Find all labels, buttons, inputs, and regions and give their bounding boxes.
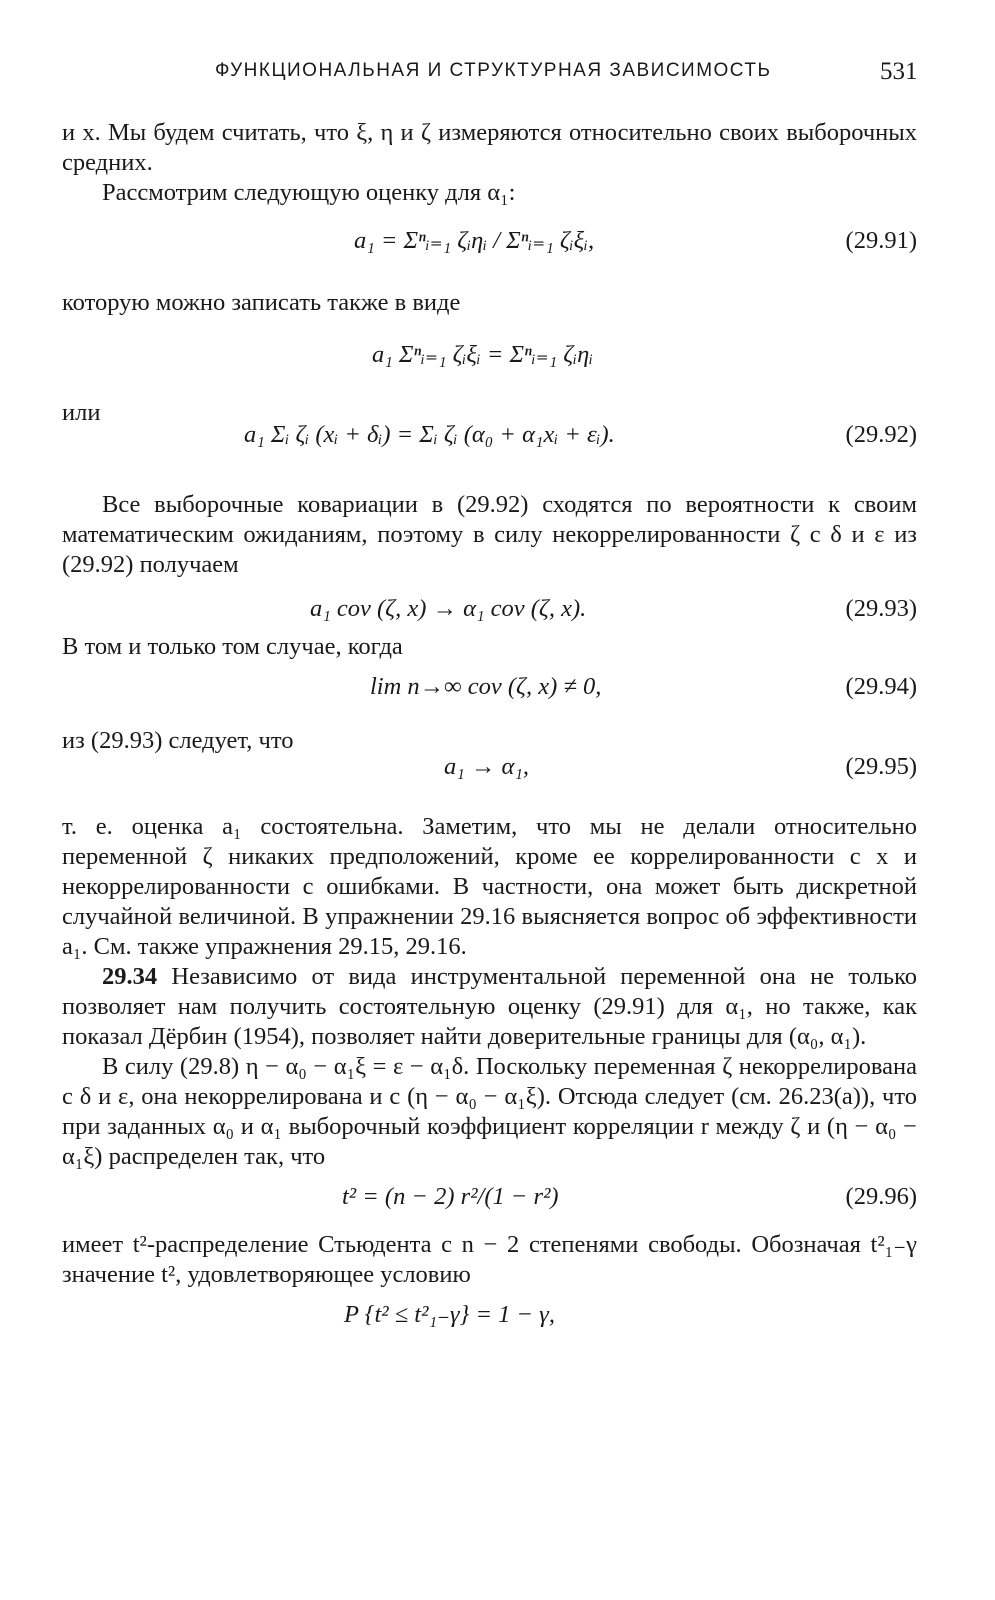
paragraph: В том и только том случае, когда	[62, 633, 403, 660]
equation-29-96	[62, 1178, 917, 1222]
equation-formula: lim n→∞ cov (ζ, x) ≠ 0,	[370, 673, 602, 700]
paragraph: т. е. оценка a₁ состоятельна. Заметим, что мы не делали относительно переменной ζ никаких предположений, кроме ее коррелированности с x и некоррелированности с ошибками. В частности, она может быть дискретной случайной величиной. В упражнении 29.16 выясняется вопрос об эффективности a₁. См. также упражнения 29.15, 29.16.	[62, 813, 917, 960]
paragraph: из (29.93) следует, что	[62, 727, 294, 754]
equation-formula: a₁ cov (ζ, x) → α₁ cov (ζ, x).	[310, 595, 587, 622]
equation-formula: a₁ = Σⁿᵢ₌₁ ζᵢηᵢ / Σⁿᵢ₌₁ ζᵢξᵢ,	[354, 227, 595, 254]
running-title: ФУНКЦИОНАЛЬНАЯ И СТРУКТУРНАЯ ЗАВИСИМОСТЬ	[215, 60, 772, 81]
equation-formula: a₁ Σⁿᵢ₌₁ ζᵢξᵢ = Σⁿᵢ₌₁ ζᵢηᵢ	[372, 341, 594, 368]
equation-29-91	[62, 208, 917, 288]
paragraph: или	[62, 399, 101, 426]
equation-29-94	[62, 668, 917, 712]
equation-number: (29.91)	[845, 227, 917, 254]
equation-number: (29.93)	[845, 595, 917, 622]
paragraph: которую можно записать также в виде	[62, 289, 461, 316]
paragraph: Рассмотрим следующую оценку для α₁:	[102, 179, 516, 206]
equation-number: (29.92)	[845, 421, 917, 448]
equation-formula: a₁ Σᵢ ζᵢ (xᵢ + δᵢ) = Σᵢ ζᵢ (α₀ + α₁xᵢ + εᵢ).	[244, 421, 615, 448]
equation-29-91-alt	[62, 318, 917, 398]
page-number: 531	[880, 58, 918, 85]
equation-number: (29.96)	[845, 1183, 917, 1210]
equation-formula: a₁ → α₁,	[444, 753, 530, 780]
paragraph	[62, 962, 917, 1052]
equation-29-92	[62, 398, 917, 458]
paragraph: и x. Мы будем считать, что ξ, η и ζ измеряются относительно своих выборочных средних.	[62, 119, 917, 176]
equation-number: (29.95)	[845, 753, 917, 780]
equation-number: (29.94)	[845, 673, 917, 700]
section-number: 29.34	[102, 963, 158, 990]
equation-29-93	[62, 588, 917, 632]
page-body	[62, 118, 917, 1340]
equation-formula: P {t² ≤ t²₁₋γ} = 1 − γ,	[344, 1301, 555, 1328]
section-text: Независимо от вида инструментальной переменной она не только позволяет нам получить состоятельную оценку (29.91) для α₁, но также, как показал Дёрбин (1954), позволяет найти доверительные границы для (α₀, α₁).	[62, 963, 917, 1050]
paragraph: имеет t²-распределение Стьюдента с n − 2 степенями свободы. Обозначая t²₁₋γ значение t², удовлетворяющее условию	[62, 1231, 917, 1288]
equation-29-97	[62, 1296, 917, 1340]
equation-formula: t² = (n − 2) r²/(1 − r²)	[342, 1183, 559, 1210]
paragraph: Все выборочные ковариации в (29.92) сходятся по вероятности к своим математическим ожиданиям, поэтому в силу некоррелированности ζ с δ и ε из (29.92) получаем	[62, 491, 917, 578]
paragraph: В силу (29.8) η − α₀ − α₁ξ = ε − α₁δ. Поскольку переменная ζ некоррелирована с δ и ε, она некоррелирована и с (η − α₀ − α₁ξ). Отсюда следует (см. 26.23(a)), что при заданных α₀ и α₁ выборочный коэффициент корреляции r между ζ и (η − α₀ − α₁ξ) распределен так, что	[62, 1053, 917, 1170]
equation-29-95	[62, 726, 917, 786]
page-header	[0, 60, 995, 96]
